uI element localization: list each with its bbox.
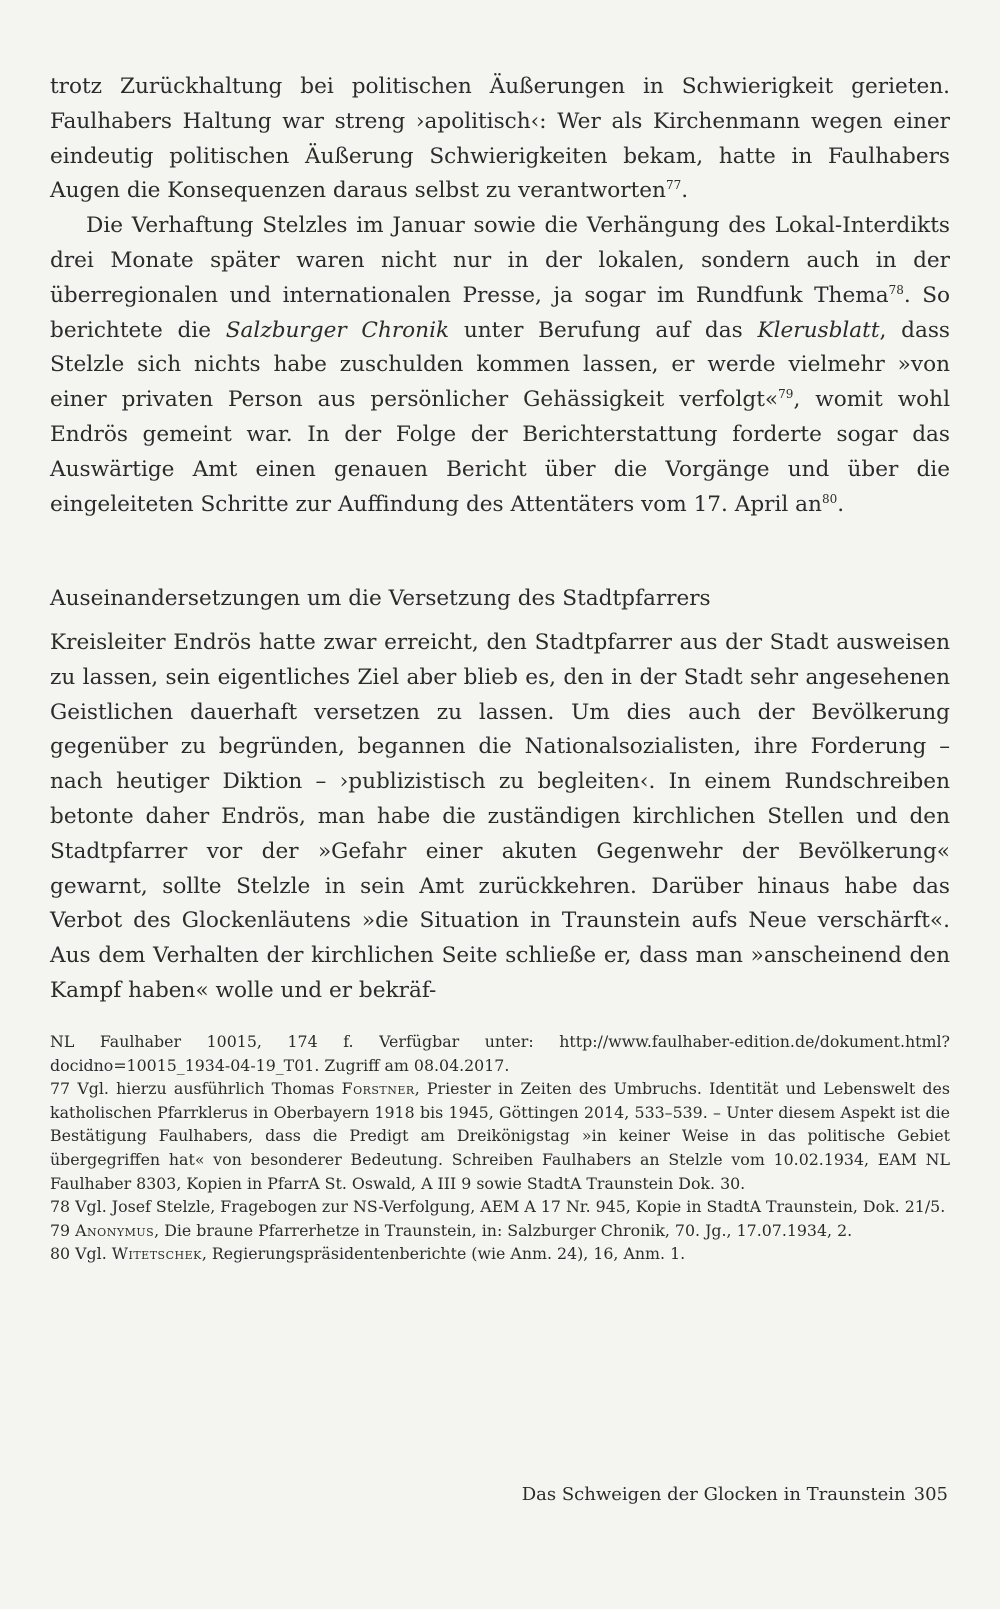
running-title: Das Schweigen der Glocken in Traunstein xyxy=(521,1484,906,1505)
footnote-77: 77 Vgl. hierzu ausführlich Thomas Forstner, Priester in Zeiten des Umbruchs. Identität und Lebenswelt des katholischen Pfarrklerus in Oberbayern 1918 bis 1945, Göttingen 2014, 533–539. – Unter diesem Aspekt ist die Bestätigung Faulhabers, dass die Predigt am Dreikönigstag »in keiner Weise in das politische Gebiet übergegriffen hat« von besonderer Bedeutung. Schreiben Faulhabers an Stelzle vom 10.02.1934, EAM NL Faulhaber 8303, Kopien in PfarrA St. Oswald, A III 9 sowie StadtA Traunstein Dok. 30. xyxy=(50,1079,950,1193)
main-text-bottom xyxy=(50,626,950,1009)
footnote-ref-80[interactable]: 80 xyxy=(821,491,838,506)
footnote-80: 80 Vgl. Witetschek, Regierungspräsidentenberichte (wie Anm. 24), 16, Anm. 1. xyxy=(50,1244,686,1264)
paragraph-2: Die Verhaftung Stelzles im Januar sowie die Verhängung des Lokal-Interdikts drei Monate später waren nicht nur in der lokalen, sondern auch in der überregionalen und internationalen Presse, ja sogar im Rundfunk Thema$^{78}$. So berichtete die Salzburger Chronik unter Berufung auf das Klerusblatt, dass Stelzle sich nichts habe zuschulden kommen lassen, er werde vielmehr »von einer privaten Person aus persönlicher Gehässigkeit verfolgt«$^{79}$, womit wohl Endrös gemeint war. In der Folge der Berichterstattung forderte sogar das Auswärtige Amt einen genauen Bericht über die Vorgänge und über die eingeleiteten Schritte zur Auffindung des Attentäters vom 17. April $an^{80}$. xyxy=(50,213,950,517)
paragraph-3: Kreisleiter Endrös hatte zwar erreicht, den Stadtpfarrer aus der Stadt ausweisen zu lassen, sein eigentliches Ziel aber blieb es, den in der Stadt sehr angesehenen Geistlichen dauerhaft versetzen zu lassen. Um dies auch der Bevölkerung gegenüber zu begründen, begannen die Nationalsozialisten, ihre Forderung – nach heutiger Diktion – ›publizistisch zu begleiten‹. In einem Rundschreiben betonte daher Endrös, man habe die zuständigen kirchlichen Stellen und den Stadtpfarrer vor der »Gefahr einer akuten Gegenwehr der Bevölkerung« gewarnt, sollte Stelzle in sein Amt zurückkehren. Darüber hinaus habe das Verbot des Glockenläutens »die Situation in Traunstein aufs Neue verschärft«. Aus dem Verhalten der kirchlichen Seite schließe er, dass man »anscheinend den Kampf haben« wolle und er bekräf- xyxy=(50,630,950,1003)
footnote-79: 79 Anonymus, Die braune Pfarrerhetze in Traunstein, in: Salzburger Chronik, 70. Jg., 17.07.1934, 2. xyxy=(50,1220,853,1240)
italic-title: Salzburger Chronik xyxy=(225,317,450,343)
footnote-78: 78 Vgl. Josef Stelzle, Fragebogen zur NS-Verfolgung, AEM A 17 Nr. 945, Kopie in StadtA Traunstein, Dok. 21/5. xyxy=(50,1197,946,1217)
footnote-ref-78[interactable]: 78 xyxy=(888,282,904,297)
footnote-ref-79[interactable]: 79 xyxy=(778,386,794,401)
page-number: 305 xyxy=(913,1484,948,1505)
paragraph-1: trotz Zurückhaltung bei politischen Äußerungen in Schwierigkeit gerieten. Faulhabers Haltung war streng ›apolitisch‹: Wer als Kirchenmann wegen einer eindeutig politischen Äußerung Schwierigkeiten bekam, hatte in Faulhabers Augen die Konsequenzen daraus selbst zu verantworten$^{77}$. xyxy=(50,74,950,204)
section-heading: Auseinandersetzungen um die Versetzung des Stadtpfarrers xyxy=(50,586,711,611)
main-text-top xyxy=(50,70,950,522)
footnote-ref-77[interactable]: 77 xyxy=(665,178,682,193)
italic-title: Klerusblatt xyxy=(757,317,880,343)
footnote-continued: NL Faulhaber 10015, 174 f. Verfügbar unter: http://www.faulhaber-edition.de/dokument.html?docidno=10015_1934-04-19_T01. Zugriff am 08.04.2017. xyxy=(50,1032,950,1075)
footnotes xyxy=(50,1030,950,1266)
running-footer xyxy=(522,1483,948,1507)
